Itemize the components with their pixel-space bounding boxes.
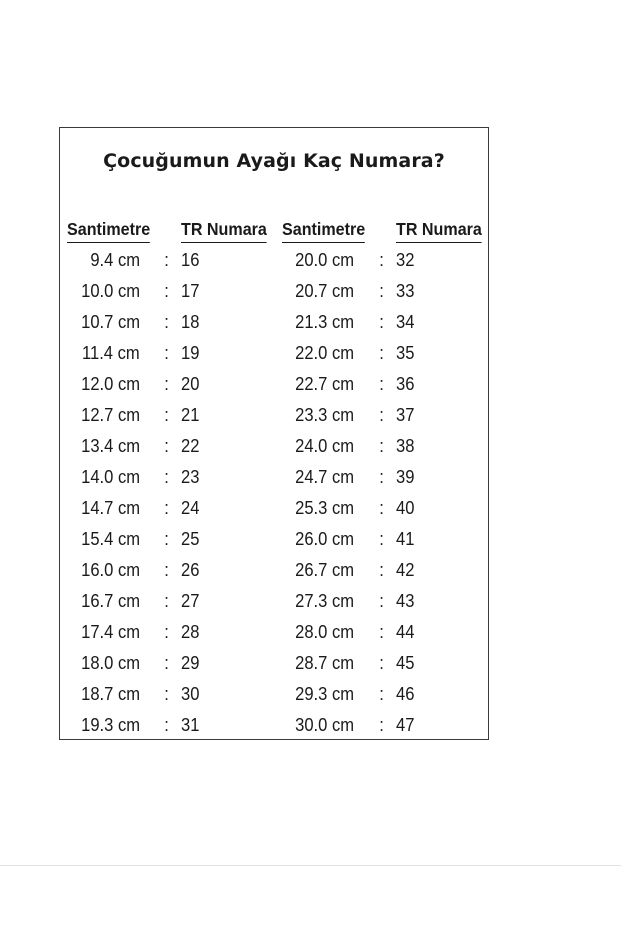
separator: : xyxy=(379,467,384,487)
left-cm-value: 9.4 cm xyxy=(90,250,140,270)
left-tr-value: 23 xyxy=(181,467,200,487)
right-tr-value: 42 xyxy=(396,560,415,580)
separator: : xyxy=(379,374,384,394)
separator: : xyxy=(164,622,169,642)
left-tr-value: 26 xyxy=(181,560,200,580)
size-row xyxy=(60,338,488,369)
left-cm-value: 18.7 cm xyxy=(81,684,140,704)
separator: : xyxy=(379,498,384,518)
separator: : xyxy=(164,312,169,332)
right-cm-value: 24.0 cm xyxy=(295,436,354,456)
right-tr-value: 40 xyxy=(396,498,415,518)
header-tr-numara-left: TR Numara xyxy=(181,219,267,243)
separator: : xyxy=(379,622,384,642)
right-cm-value: 30.0 cm xyxy=(295,715,354,735)
separator: : xyxy=(379,529,384,549)
right-tr-value: 39 xyxy=(396,467,415,487)
separator: : xyxy=(164,560,169,580)
separator: : xyxy=(379,715,384,735)
left-tr-value: 28 xyxy=(181,622,200,642)
right-tr-value: 43 xyxy=(396,591,415,611)
left-tr-value: 31 xyxy=(181,715,200,735)
separator: : xyxy=(379,684,384,704)
separator: : xyxy=(164,343,169,363)
left-cm-value: 18.0 cm xyxy=(81,653,140,673)
separator: : xyxy=(164,436,169,456)
separator: : xyxy=(379,343,384,363)
left-tr-value: 18 xyxy=(181,312,200,332)
separator: : xyxy=(164,653,169,673)
size-row xyxy=(60,276,488,307)
size-row xyxy=(60,493,488,524)
left-tr-value: 16 xyxy=(181,250,200,270)
left-cm-value: 19.3 cm xyxy=(81,715,140,735)
separator: : xyxy=(379,281,384,301)
separator: : xyxy=(164,715,169,735)
left-tr-value: 19 xyxy=(181,343,200,363)
left-tr-value: 20 xyxy=(181,374,200,394)
right-tr-value: 41 xyxy=(396,529,415,549)
header-santimetre-right: Santimetre xyxy=(282,219,365,243)
separator: : xyxy=(379,653,384,673)
left-tr-value: 30 xyxy=(181,684,200,704)
size-row xyxy=(60,648,488,679)
size-chart-card xyxy=(59,127,489,740)
size-row xyxy=(60,431,488,462)
separator: : xyxy=(379,436,384,456)
separator: : xyxy=(164,467,169,487)
right-cm-value: 26.7 cm xyxy=(295,560,354,580)
right-tr-value: 46 xyxy=(396,684,415,704)
separator: : xyxy=(164,498,169,518)
right-cm-value: 22.0 cm xyxy=(295,343,354,363)
separator: : xyxy=(379,250,384,270)
right-cm-value: 20.0 cm xyxy=(295,250,354,270)
right-cm-value: 22.7 cm xyxy=(295,374,354,394)
separator: : xyxy=(164,281,169,301)
right-tr-value: 32 xyxy=(396,250,415,270)
left-cm-value: 14.0 cm xyxy=(81,467,140,487)
size-row xyxy=(60,245,488,276)
size-row xyxy=(60,586,488,617)
right-cm-value: 26.0 cm xyxy=(295,529,354,549)
right-cm-value: 24.7 cm xyxy=(295,467,354,487)
size-row xyxy=(60,400,488,431)
size-row xyxy=(60,617,488,648)
separator: : xyxy=(164,405,169,425)
left-cm-value: 17.4 cm xyxy=(81,622,140,642)
left-cm-value: 11.4 cm xyxy=(82,343,140,363)
separator: : xyxy=(379,312,384,332)
right-cm-value: 21.3 cm xyxy=(295,312,354,332)
divider xyxy=(0,865,621,866)
right-cm-value: 28.0 cm xyxy=(295,622,354,642)
separator: : xyxy=(164,529,169,549)
left-tr-value: 25 xyxy=(181,529,200,549)
left-tr-value: 22 xyxy=(181,436,200,456)
separator: : xyxy=(379,560,384,580)
separator: : xyxy=(164,374,169,394)
right-tr-value: 45 xyxy=(396,653,415,673)
right-tr-value: 34 xyxy=(396,312,415,332)
separator: : xyxy=(164,591,169,611)
right-tr-value: 33 xyxy=(396,281,415,301)
right-cm-value: 23.3 cm xyxy=(295,405,354,425)
left-cm-value: 13.4 cm xyxy=(81,436,140,456)
chart-title: Çocuğumun Ayağı Kaç Numara? xyxy=(103,150,445,172)
left-cm-value: 15.4 cm xyxy=(81,529,140,549)
left-tr-value: 27 xyxy=(181,591,200,611)
left-cm-value: 12.7 cm xyxy=(81,405,140,425)
size-row xyxy=(60,307,488,338)
right-cm-value: 20.7 cm xyxy=(295,281,354,301)
size-rows xyxy=(60,245,488,741)
right-tr-value: 44 xyxy=(396,622,415,642)
header-santimetre-left: Santimetre xyxy=(67,219,150,243)
left-cm-value: 12.0 cm xyxy=(81,374,140,394)
right-tr-value: 38 xyxy=(396,436,415,456)
left-cm-value: 10.0 cm xyxy=(81,281,140,301)
size-row xyxy=(60,462,488,493)
separator: : xyxy=(379,405,384,425)
right-cm-value: 28.7 cm xyxy=(295,653,354,673)
size-row xyxy=(60,555,488,586)
size-row xyxy=(60,710,488,741)
right-tr-value: 47 xyxy=(396,715,415,735)
separator: : xyxy=(164,250,169,270)
separator: : xyxy=(379,591,384,611)
left-tr-value: 24 xyxy=(181,498,200,518)
size-row xyxy=(60,369,488,400)
right-tr-value: 36 xyxy=(396,374,415,394)
right-cm-value: 29.3 cm xyxy=(295,684,354,704)
left-cm-value: 10.7 cm xyxy=(81,312,140,332)
separator: : xyxy=(164,684,169,704)
right-cm-value: 27.3 cm xyxy=(295,591,354,611)
left-tr-value: 21 xyxy=(181,405,200,425)
right-tr-value: 35 xyxy=(396,343,415,363)
left-cm-value: 16.0 cm xyxy=(81,560,140,580)
right-cm-value: 25.3 cm xyxy=(295,498,354,518)
left-cm-value: 16.7 cm xyxy=(81,591,140,611)
left-tr-value: 29 xyxy=(181,653,200,673)
left-tr-value: 17 xyxy=(181,281,200,301)
header-tr-numara-right: TR Numara xyxy=(396,219,482,243)
size-row xyxy=(60,524,488,555)
right-tr-value: 37 xyxy=(396,405,415,425)
left-cm-value: 14.7 cm xyxy=(81,498,140,518)
size-row xyxy=(60,679,488,710)
